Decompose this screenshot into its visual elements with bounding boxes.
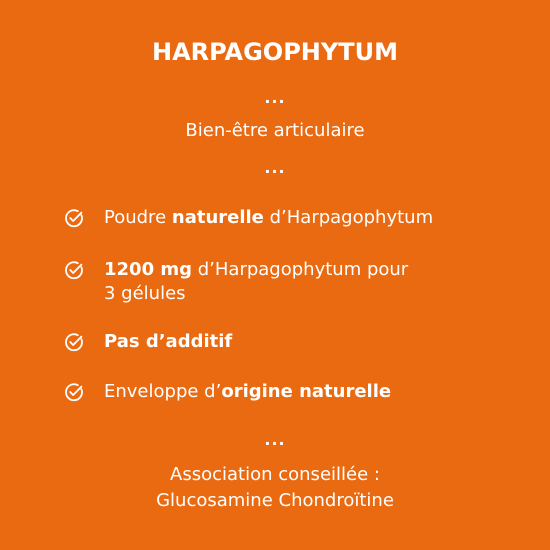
feature-text-regular: Poudre [104,207,172,228]
feature-text-regular: d’Harpagophytum pour [192,259,409,280]
feature-text [104,206,433,230]
feature-text-bold: naturelle [171,207,264,228]
association-advice [0,462,550,514]
feature-text-bold: 1200 mg [104,259,193,280]
separator-dots-top: ... [264,88,286,107]
check-circle-icon [64,208,84,228]
feature-text-regular: 3 gélules [104,283,186,304]
association-line-1: Association conseillée : [170,464,380,485]
separator-dots-bottom: ... [264,430,286,449]
feature-item-dosage [64,258,504,306]
feature-item-natural-powder [64,206,504,230]
feature-text [104,330,232,354]
check-circle-icon [64,260,84,280]
feature-text [104,380,391,404]
feature-text-bold: Pas d’additif [104,331,233,352]
feature-text-bold: origine naturelle [221,381,392,402]
association-line-2: Glucosamine Chondroïtine [156,490,394,511]
check-circle-icon [64,382,84,402]
feature-item-natural-capsule [64,380,504,404]
separator-dots-middle: ... [264,158,286,177]
product-title: HARPAGOPHYTUM [152,38,398,66]
product-subtitle: Bien-être articulaire [185,120,365,141]
feature-text-regular: d’Harpagophytum [263,207,434,228]
check-circle-icon [64,332,84,352]
feature-text-regular: Enveloppe d’ [104,381,222,402]
feature-item-no-additive [64,330,504,354]
feature-text [104,258,408,306]
